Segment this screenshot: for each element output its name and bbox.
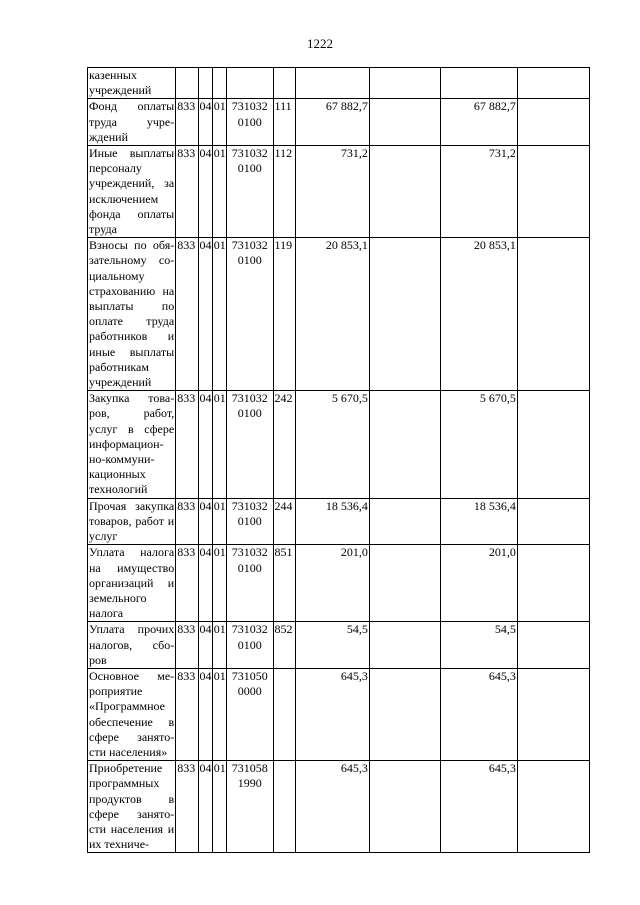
target-code-cell: 731032 0100	[226, 238, 273, 391]
sum-cell-1: 645,3	[295, 761, 369, 853]
sum-cell-4	[517, 668, 589, 760]
ministry-code-cell: 833	[176, 99, 198, 146]
sum-cell-4	[517, 761, 589, 853]
sum-cell-4	[517, 238, 589, 391]
sum-cell-3: 731,2	[440, 146, 517, 238]
sum-cell-2	[369, 668, 440, 760]
subsection-code-cell: 01	[212, 622, 226, 669]
sum-cell-2	[369, 99, 440, 146]
subsection-code-cell: 01	[212, 99, 226, 146]
row-name-cell: Взносы по обя-зательному со-циальному страхованию на выплаты по оплате труда работников и иные выплаты работникам учреждений	[89, 238, 175, 390]
sum-cell-3	[440, 68, 517, 99]
expense-type-cell: 242	[273, 391, 295, 498]
target-code-cell: 731032 0100	[226, 498, 273, 545]
sum-cell-3: 18 536,4	[440, 498, 517, 545]
sum-cell-4	[517, 146, 589, 238]
subsection-code-cell: 01	[212, 668, 226, 760]
row-name-cell: Приобретение программных продуктов в сфере занято-сти населения и их техниче-	[89, 761, 175, 852]
expense-type-cell: 852	[273, 622, 295, 669]
sum-cell-1: 5 670,5	[295, 391, 369, 498]
sum-cell-2	[369, 761, 440, 853]
row-name-cell: Иные выплаты персоналу учреждений, за исключением фонда оплаты труда	[89, 146, 175, 237]
table-row	[88, 391, 590, 498]
ministry-code-cell: 833	[176, 238, 198, 391]
sum-cell-3: 5 670,5	[440, 391, 517, 498]
target-code-cell: 731032 0100	[226, 146, 273, 238]
row-name-cell: Прочая закупка товаров, работ и услуг	[89, 498, 175, 544]
table-row	[88, 146, 590, 238]
sum-cell-2	[369, 68, 440, 99]
sum-cell-2	[369, 238, 440, 391]
expense-type-cell: 244	[273, 498, 295, 545]
sum-cell-1: 731,2	[295, 146, 369, 238]
section-code-cell: 04	[198, 545, 212, 622]
row-name-cell: Уплата прочих налогов, сбо-ров	[89, 622, 175, 667]
ministry-code-cell: 833	[176, 545, 198, 622]
sum-cell-3: 20 853,1	[440, 238, 517, 391]
ministry-code-cell: 833	[176, 146, 198, 238]
sum-cell-3: 645,3	[440, 761, 517, 853]
sum-cell-2	[369, 545, 440, 622]
expense-type-cell: 119	[273, 238, 295, 391]
section-code-cell: 04	[198, 391, 212, 498]
sum-cell-4	[517, 68, 589, 99]
table-row	[88, 761, 590, 853]
sum-cell-4	[517, 498, 589, 545]
sum-cell-1: 20 853,1	[295, 238, 369, 391]
subsection-code-cell: 01	[212, 761, 226, 853]
subsection-code-cell: 01	[212, 498, 226, 545]
sum-cell-3: 201,0	[440, 545, 517, 622]
row-name-cell: Основное ме-роприятие «Программное обеспечение в сфере занято-сти населения»	[89, 668, 175, 759]
sum-cell-1: 18 536,4	[295, 498, 369, 545]
target-code-cell: 731032 0100	[226, 99, 273, 146]
sum-cell-3: 645,3	[440, 668, 517, 760]
section-code-cell: 04	[198, 238, 212, 391]
table-row	[88, 498, 590, 545]
expense-type-cell: 112	[273, 146, 295, 238]
sum-cell-2	[369, 146, 440, 238]
section-code-cell: 04	[198, 622, 212, 669]
table-row	[88, 545, 590, 622]
section-code-cell: 04	[198, 498, 212, 545]
sum-cell-2	[369, 498, 440, 545]
target-code-cell: 731032 0100	[226, 391, 273, 498]
row-name-cell: Уплата налога на имущество организаций и земельного налога	[89, 545, 175, 621]
section-code-cell: 04	[198, 99, 212, 146]
ministry-code-cell: 833	[176, 622, 198, 669]
table-body	[88, 68, 590, 853]
table-row	[88, 68, 590, 99]
expense-type-cell: 851	[273, 545, 295, 622]
sum-cell-1: 201,0	[295, 545, 369, 622]
subsection-code-cell: 01	[212, 391, 226, 498]
sum-cell-4	[517, 99, 589, 146]
subsection-code-cell	[212, 68, 226, 99]
sum-cell-3: 54,5	[440, 622, 517, 669]
row-name-cell: Закупка това-ров, работ, услуг в сфере информацион-но-коммуни-кационных технологий	[89, 391, 175, 497]
sum-cell-1: 67 882,7	[295, 99, 369, 146]
sum-cell-4	[517, 622, 589, 669]
target-code-cell: 731032 0100	[226, 622, 273, 669]
expense-type-cell: 111	[273, 99, 295, 146]
page-number: 1222	[307, 36, 333, 51]
expense-type-cell	[273, 761, 295, 853]
expense-type-cell	[273, 668, 295, 760]
ministry-code-cell: 833	[176, 498, 198, 545]
sum-cell-1: 645,3	[295, 668, 369, 760]
table-row	[88, 99, 590, 146]
section-code-cell: 04	[198, 146, 212, 238]
table-row	[88, 668, 590, 760]
sum-cell-3: 67 882,7	[440, 99, 517, 146]
table-row	[88, 622, 590, 669]
ministry-code-cell: 833	[176, 391, 198, 498]
section-code-cell: 04	[198, 761, 212, 853]
row-name-cell: казенных учреждений	[88, 68, 176, 99]
budget-table	[87, 67, 590, 853]
row-name-cell: Фонд оплаты труда учре-ждений	[89, 99, 175, 144]
target-code-cell: 731058 1990	[226, 761, 273, 853]
table-row	[88, 238, 590, 391]
sum-cell-2	[369, 622, 440, 669]
ministry-code-cell	[176, 68, 198, 99]
section-code-cell: 04	[198, 668, 212, 760]
sum-cell-1: 54,5	[295, 622, 369, 669]
subsection-code-cell: 01	[212, 146, 226, 238]
expense-type-cell	[273, 68, 295, 99]
target-code-cell: 731032 0100	[226, 545, 273, 622]
sum-cell-1	[295, 68, 369, 99]
ministry-code-cell: 833	[176, 668, 198, 760]
ministry-code-cell: 833	[176, 761, 198, 853]
subsection-code-cell: 01	[212, 238, 226, 391]
sum-cell-4	[517, 545, 589, 622]
section-code-cell	[198, 68, 212, 99]
sum-cell-4	[517, 391, 589, 498]
target-code-cell: 731050 0000	[226, 668, 273, 760]
target-code-cell	[226, 68, 273, 99]
subsection-code-cell: 01	[212, 545, 226, 622]
sum-cell-2	[369, 391, 440, 498]
